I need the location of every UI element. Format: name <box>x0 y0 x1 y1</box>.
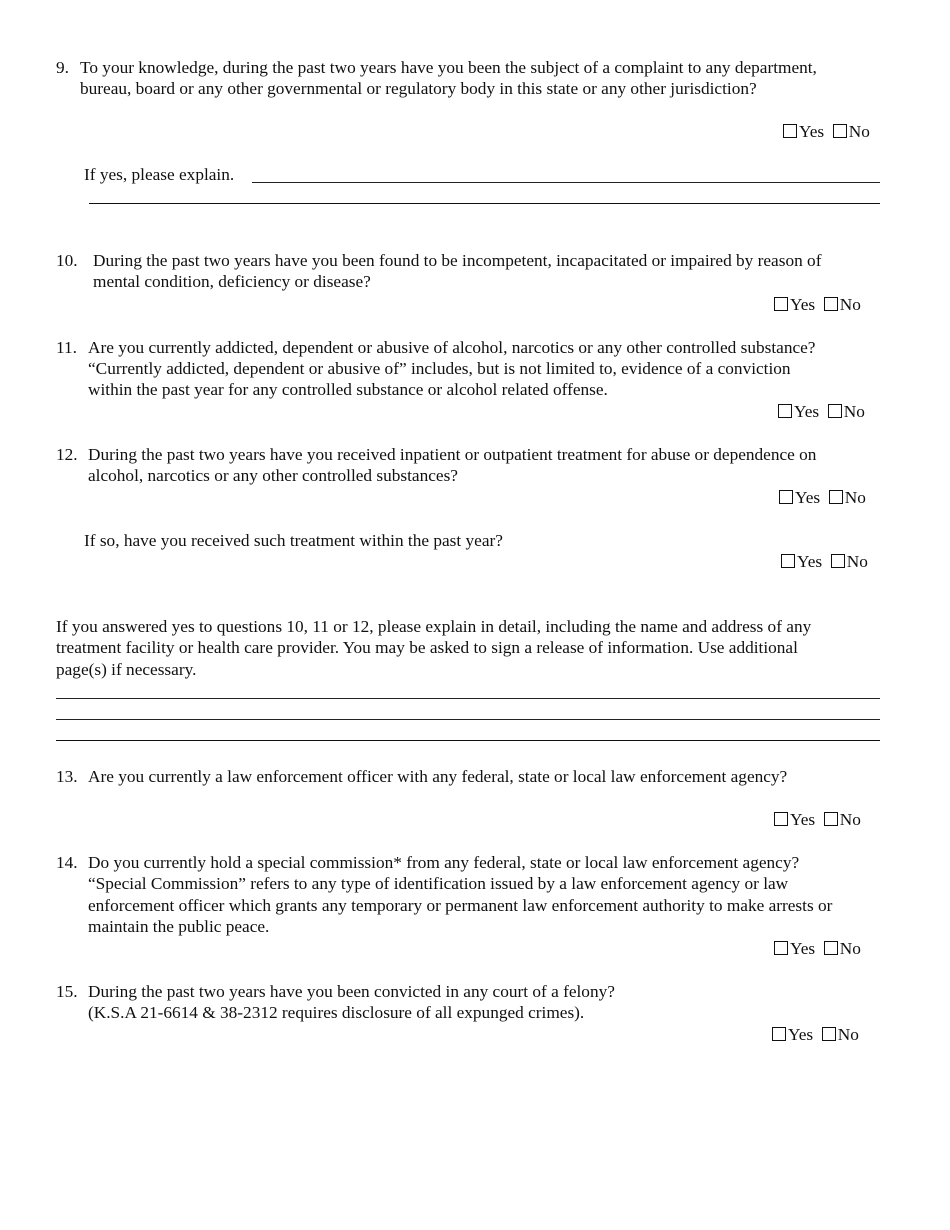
question-text: During the past two years have you been found to be incompetent, incapacitated or impaired by reason of <box>93 251 822 270</box>
no-label: No <box>839 295 861 314</box>
checkbox-icon[interactable] <box>833 124 847 138</box>
checkbox-icon[interactable] <box>774 297 788 311</box>
checkbox-icon[interactable] <box>829 490 843 504</box>
yes-label: Yes <box>790 810 816 829</box>
question-text: mental condition, deficiency or disease? <box>93 272 371 291</box>
explanation-instructions: If you answered yes to questions 10, 11 or 12, please explain in detail, including the name and address of any <box>56 617 812 636</box>
checkbox-icon[interactable] <box>774 812 788 826</box>
question-text: Are you currently a law enforcement officer with any federal, state or local law enforcement agency? <box>88 767 788 786</box>
checkbox-icon[interactable] <box>831 554 845 568</box>
yes-no-group <box>779 487 866 509</box>
no-checkbox[interactable] <box>833 122 870 141</box>
question-text: During the past two years have you been convicted in any court of a felony? <box>88 982 615 1001</box>
question-number: 10. <box>56 251 78 270</box>
question-number: 11. <box>56 338 77 357</box>
question-text: “Currently addicted, dependent or abusive of” includes, but is not limited to, evidence of a conviction <box>88 359 791 378</box>
no-label: No <box>848 122 870 141</box>
checkbox-icon[interactable] <box>824 812 838 826</box>
yes-no-group <box>781 551 868 573</box>
question-number: 9. <box>56 58 69 77</box>
explain-field-line[interactable] <box>56 698 880 699</box>
yes-label: Yes <box>794 402 820 421</box>
checkbox-icon[interactable] <box>828 404 842 418</box>
question-text: “Special Commission” refers to any type of identification issued by a law enforcement agency or law <box>88 874 789 893</box>
explanation-instructions: page(s) if necessary. <box>56 660 197 679</box>
yes-label: Yes <box>788 1025 814 1044</box>
no-checkbox[interactable] <box>831 552 868 571</box>
explain-field-line[interactable] <box>56 740 880 741</box>
explain-field-line[interactable] <box>252 182 880 183</box>
explain-field-line[interactable] <box>56 719 880 720</box>
yes-checkbox[interactable] <box>783 122 824 141</box>
no-label: No <box>839 939 861 958</box>
explain-field-line[interactable] <box>89 203 880 204</box>
question-text: alcohol, narcotics or any other controlled substances? <box>88 466 458 485</box>
explanation-instructions: treatment facility or health care provider. You may be asked to sign a release of information. Use additional <box>56 638 798 657</box>
checkbox-icon[interactable] <box>774 941 788 955</box>
question-number: 13. <box>56 767 78 786</box>
yes-label: Yes <box>795 488 821 507</box>
yes-checkbox[interactable] <box>774 295 815 314</box>
no-label: No <box>844 488 866 507</box>
checkbox-icon[interactable] <box>778 404 792 418</box>
question-text: Do you currently hold a special commission* from any federal, state or local law enforcement agency? <box>88 853 800 872</box>
no-checkbox[interactable] <box>829 488 866 507</box>
question-text: (K.S.A 21-6614 & 38-2312 requires disclosure of all expunged crimes). <box>88 1003 585 1022</box>
checkbox-icon[interactable] <box>824 941 838 955</box>
no-checkbox[interactable] <box>828 402 865 421</box>
no-checkbox[interactable] <box>824 295 861 314</box>
question-number: 12. <box>56 445 78 464</box>
checkbox-icon[interactable] <box>783 124 797 138</box>
checkbox-icon[interactable] <box>779 490 793 504</box>
checkbox-icon[interactable] <box>822 1027 836 1041</box>
question-text: maintain the public peace. <box>88 917 270 936</box>
question-text: Are you currently addicted, dependent or abusive of alcohol, narcotics or any other controlled substance? <box>88 338 816 357</box>
followup-question: If so, have you received such treatment within the past year? <box>84 531 503 550</box>
no-checkbox[interactable] <box>824 810 861 829</box>
yes-label: Yes <box>799 122 825 141</box>
no-checkbox[interactable] <box>824 939 861 958</box>
question-text: During the past two years have you received inpatient or outpatient treatment for abuse or dependence on <box>88 445 817 464</box>
no-label: No <box>837 1025 859 1044</box>
yes-no-group <box>783 121 870 143</box>
yes-checkbox[interactable] <box>772 1025 813 1044</box>
no-label: No <box>846 552 868 571</box>
yes-no-group <box>772 1024 859 1046</box>
question-text: within the past year for any controlled substance or alcohol related offense. <box>88 380 608 399</box>
yes-no-group <box>774 809 861 831</box>
question-text: enforcement officer which grants any temporary or permanent law enforcement authority to make arrests or <box>88 896 833 915</box>
question-text: To your knowledge, during the past two years have you been the subject of a complaint to any department, <box>80 58 817 77</box>
question-number: 14. <box>56 853 78 872</box>
yes-checkbox[interactable] <box>774 939 815 958</box>
yes-checkbox[interactable] <box>781 552 822 571</box>
question-number: 15. <box>56 982 78 1001</box>
yes-checkbox[interactable] <box>779 488 820 507</box>
yes-no-group <box>778 401 865 423</box>
yes-no-group <box>774 938 861 960</box>
checkbox-icon[interactable] <box>824 297 838 311</box>
checkbox-icon[interactable] <box>772 1027 786 1041</box>
question-text: bureau, board or any other governmental or regulatory body in this state or any other jurisdiction? <box>80 79 757 98</box>
no-label: No <box>839 810 861 829</box>
yes-checkbox[interactable] <box>778 402 819 421</box>
yes-no-group <box>774 294 861 316</box>
no-label: No <box>843 402 865 421</box>
yes-checkbox[interactable] <box>774 810 815 829</box>
yes-label: Yes <box>790 939 816 958</box>
explain-label: If yes, please explain. <box>84 165 235 184</box>
yes-label: Yes <box>790 295 816 314</box>
no-checkbox[interactable] <box>822 1025 859 1044</box>
checkbox-icon[interactable] <box>781 554 795 568</box>
yes-label: Yes <box>797 552 823 571</box>
